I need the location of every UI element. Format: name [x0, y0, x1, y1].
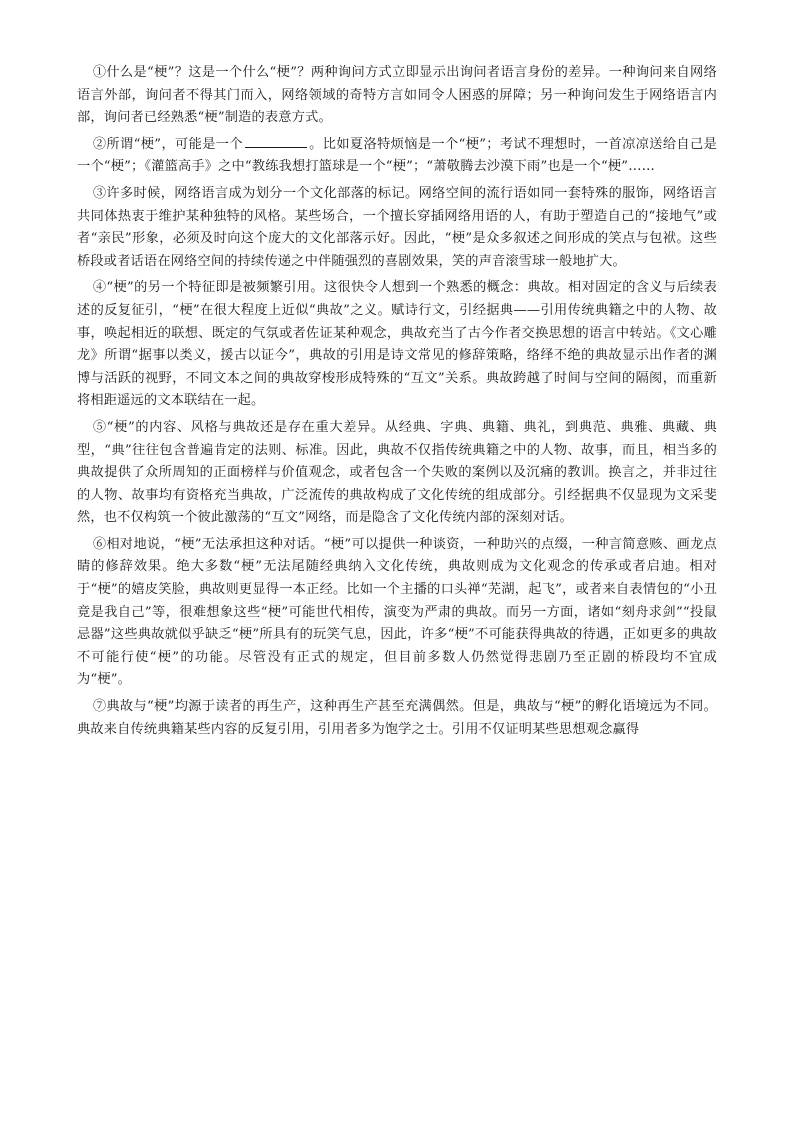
paragraph-2-before-blank: ②所谓“梗”，可能是一个 [92, 136, 243, 152]
paragraph-4: ④“梗”的另一个特征即是被频繁引用。这很快令人想到一个熟悉的概念：典故。相对固定的含义与后续表述的反复征引，“梗”在很大程度上近似“典故”之义。赋诗行文，引经据典——引用传统典籍之中的人物、故事，唤起相近的联想、既定的气氛或者佐证某种观念，典故充当了古今作者交换思想的语言中转站。《文心雕龙》所谓“据事以类义，援古以证今”，典故的引用是诗文常见的修辞策略，络绎不绝的典故显示出作者的渊博与活跃的视野，不同文本之间的典故穿梭形成特殊的“互文”关系。典故跨越了时间与空间的隔阂，而重新将相距遥远的文本联结在一起。 [77, 280, 717, 409]
paragraph-5: ⑤“梗”的内容、风格与典故还是存在重大差异。从经典、字典、典籍、典礼，到典范、典雅、典藏、典型，“典”往往包含普遍肯定的法则、标准。因此，典故不仅指传统典籍之中的人物、故事，而且，相当多的典故提供了众所周知的正面榜样与价值观念，或者包含一个失败的案例以及沉痛的教训。换言之，并非过往的人物、故事均有资格充当典故，广泛流传的典故构成了文化传统的组成部分。引经据典不仅显现为文采斐然，也不仅构筑一个彼此激荡的“互文”网络，而是隐含了文化传统内部的深刻对话。 [77, 419, 717, 526]
article-body [77, 62, 717, 745]
paragraph-2-after-blank: 。比如夏洛特烦恼是一个“梗”；考试不理想时，一首凉凉送给自己是一个“梗”；《灌篮高手》之中“教练我想打篮球是一个“梗”；“萧敬腾去沙漠下雨”也是一个“梗”…… [77, 136, 717, 175]
paragraph-7: ⑦典故与“梗”均源于读者的再生产，这种再生产甚至充满偶然。但是，典故与“梗”的孵化语境远为不同。典故来自传统典籍某些内容的反复引用，引用者多为饱学之士。引用不仅证明某些思想观念赢得 [77, 699, 717, 737]
paragraph-3: ③许多时候，网络语言成为划分一个文化部落的标记。网络空间的流行语如同一套特殊的服饰，网络语言共同体热衷于维护某种独特的风格。某些场合，一个擅长穿插网络用语的人，有助于塑造自己的“接地气”或者“亲民”形象，必须及时向这个庞大的文化部落示好。因此，“梗”是众多叙述之间形成的笑点与包袱。这些桥段或者话语在网络空间的持续传递之中伴随强烈的喜剧效果，笑的声音滚雪球一般地扩大。 [77, 185, 717, 269]
paragraph-6: ⑥相对地说，“梗”无法承担这种对话。“梗”可以提供一种谈资，一种助兴的点缀，一种言简意赅、画龙点睛的修辞效果。绝大多数“梗”无法尾随经典纳入文化传统，典故则成为文化观念的传承或者启迪。相对于“梗”的嬉皮笑脸，典故则更显得一本正经。比如一个主播的口头禅“芜湖，起飞”，或者来自表情包的“小丑竟是我自己”等，很难想象这些“梗”可能世代相传，演变为严肃的典故。而另一方面，诸如“刻舟求剑”“投鼠忌器”这些典故就似乎缺乏“梗”所具有的玩笑气息，因此，许多“梗”不可能获得典故的待遇，正如更多的典故不可能行使“梗”的功能。尽管没有正式的规定，但目前多数人仍然觉得悲剧乃至正剧的桥段均不宜成为“梗”。 [77, 536, 717, 688]
paragraph-1: ①什么是“梗”？这是一个什么“梗”？两种询问方式立即显示出询问者语言身份的差异。一种询问来自网络语言外部，询问者不得其门而入，网络领域的奇特方言如同令人困惑的屏障；另一种询问发生于网络语言内部，询问者已经熟悉“梗”制造的表意方式。 [77, 65, 717, 126]
paragraph-2 [77, 134, 717, 179]
fill-in-blank [245, 134, 307, 148]
